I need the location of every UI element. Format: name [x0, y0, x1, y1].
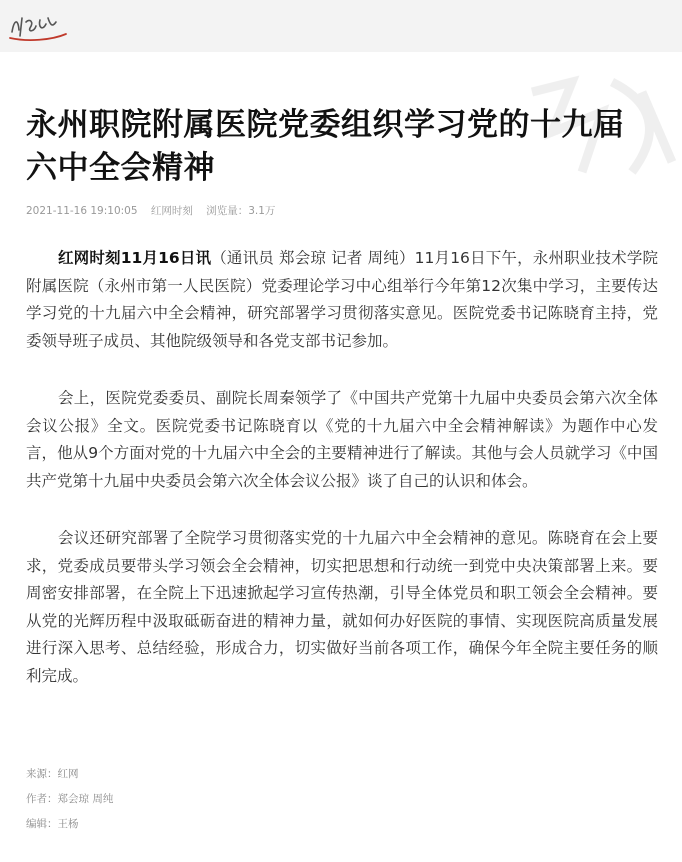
paragraph-1: [26, 245, 658, 355]
paragraph-text: （通讯员 郑会琼 记者 周纯）11月16日下午，永州职业技术学院附属医院（永州市第一人民医院）党委理论学习中心组举行今年第12次集中学习，主要传达学习党的十九届六中全会精神，研究部署学习贯彻落实意见。医院党委书记陈晓育主持，党委领导班子成员、其他院级领导和各党支部书记参加。: [26, 249, 659, 350]
article-footer: [26, 768, 113, 843]
paragraph-text: 会上，医院党委委员、副院长周秦领学了《中国共产党第十九届中央委员会第六次全体会议公报》全文。医院党委书记陈晓育以《党的十九届六中全会精神解读》为题作中心发言，他从9个方面对党的十九届六中全会的主要精神进行了解读。其他与会人员就学习《中国共产党第十九届中央委员会第六次全体会议公报》谈了自己的认识和体会。: [26, 389, 658, 490]
footer-editor: 编辑：王杨: [26, 818, 79, 830]
footer-source: 来源：红网: [26, 768, 79, 780]
paragraph-3: [26, 525, 658, 690]
top-bar: [0, 0, 682, 52]
article-body: [26, 245, 658, 720]
publish-datetime: 2021-11-16 19:10:05: [26, 205, 138, 217]
paragraph-text: 会议还研究部署了全院学习贯彻落实党的十九届六中全会精神的意见。陈晓育在会上要求，党委成员要带头学习领会全会精神，切实把思想和行动统一到党中央决策部署上来。要周密安排部署，在全院上下迅速掀起学习宣传热潮，引导全体党员和职工领会全会精神。要从党的光辉历程中汲取砥砺奋进的精神力量，就如何办好医院的事情、实现医院高质量发展进行深入思考、总结经验，形成合力，切实做好当前各项工作，确保今年全院主要任务的顺利完成。: [26, 529, 658, 685]
handwritten-signature-logo[interactable]: [8, 10, 88, 44]
paragraph-2: [26, 385, 658, 495]
footer-author: 作者：郑会琼 周纯: [26, 793, 114, 805]
article-header: [0, 52, 682, 187]
article-meta: [26, 203, 285, 218]
view-count: 浏览量：3.1万: [206, 205, 276, 217]
paragraph-lead: 红网时刻11月16日讯: [58, 249, 212, 267]
article-title: 永州职院附属医院党委组织学习党的十九届六中全会精神: [26, 107, 625, 186]
source-channel: 红网时刻: [150, 205, 193, 217]
